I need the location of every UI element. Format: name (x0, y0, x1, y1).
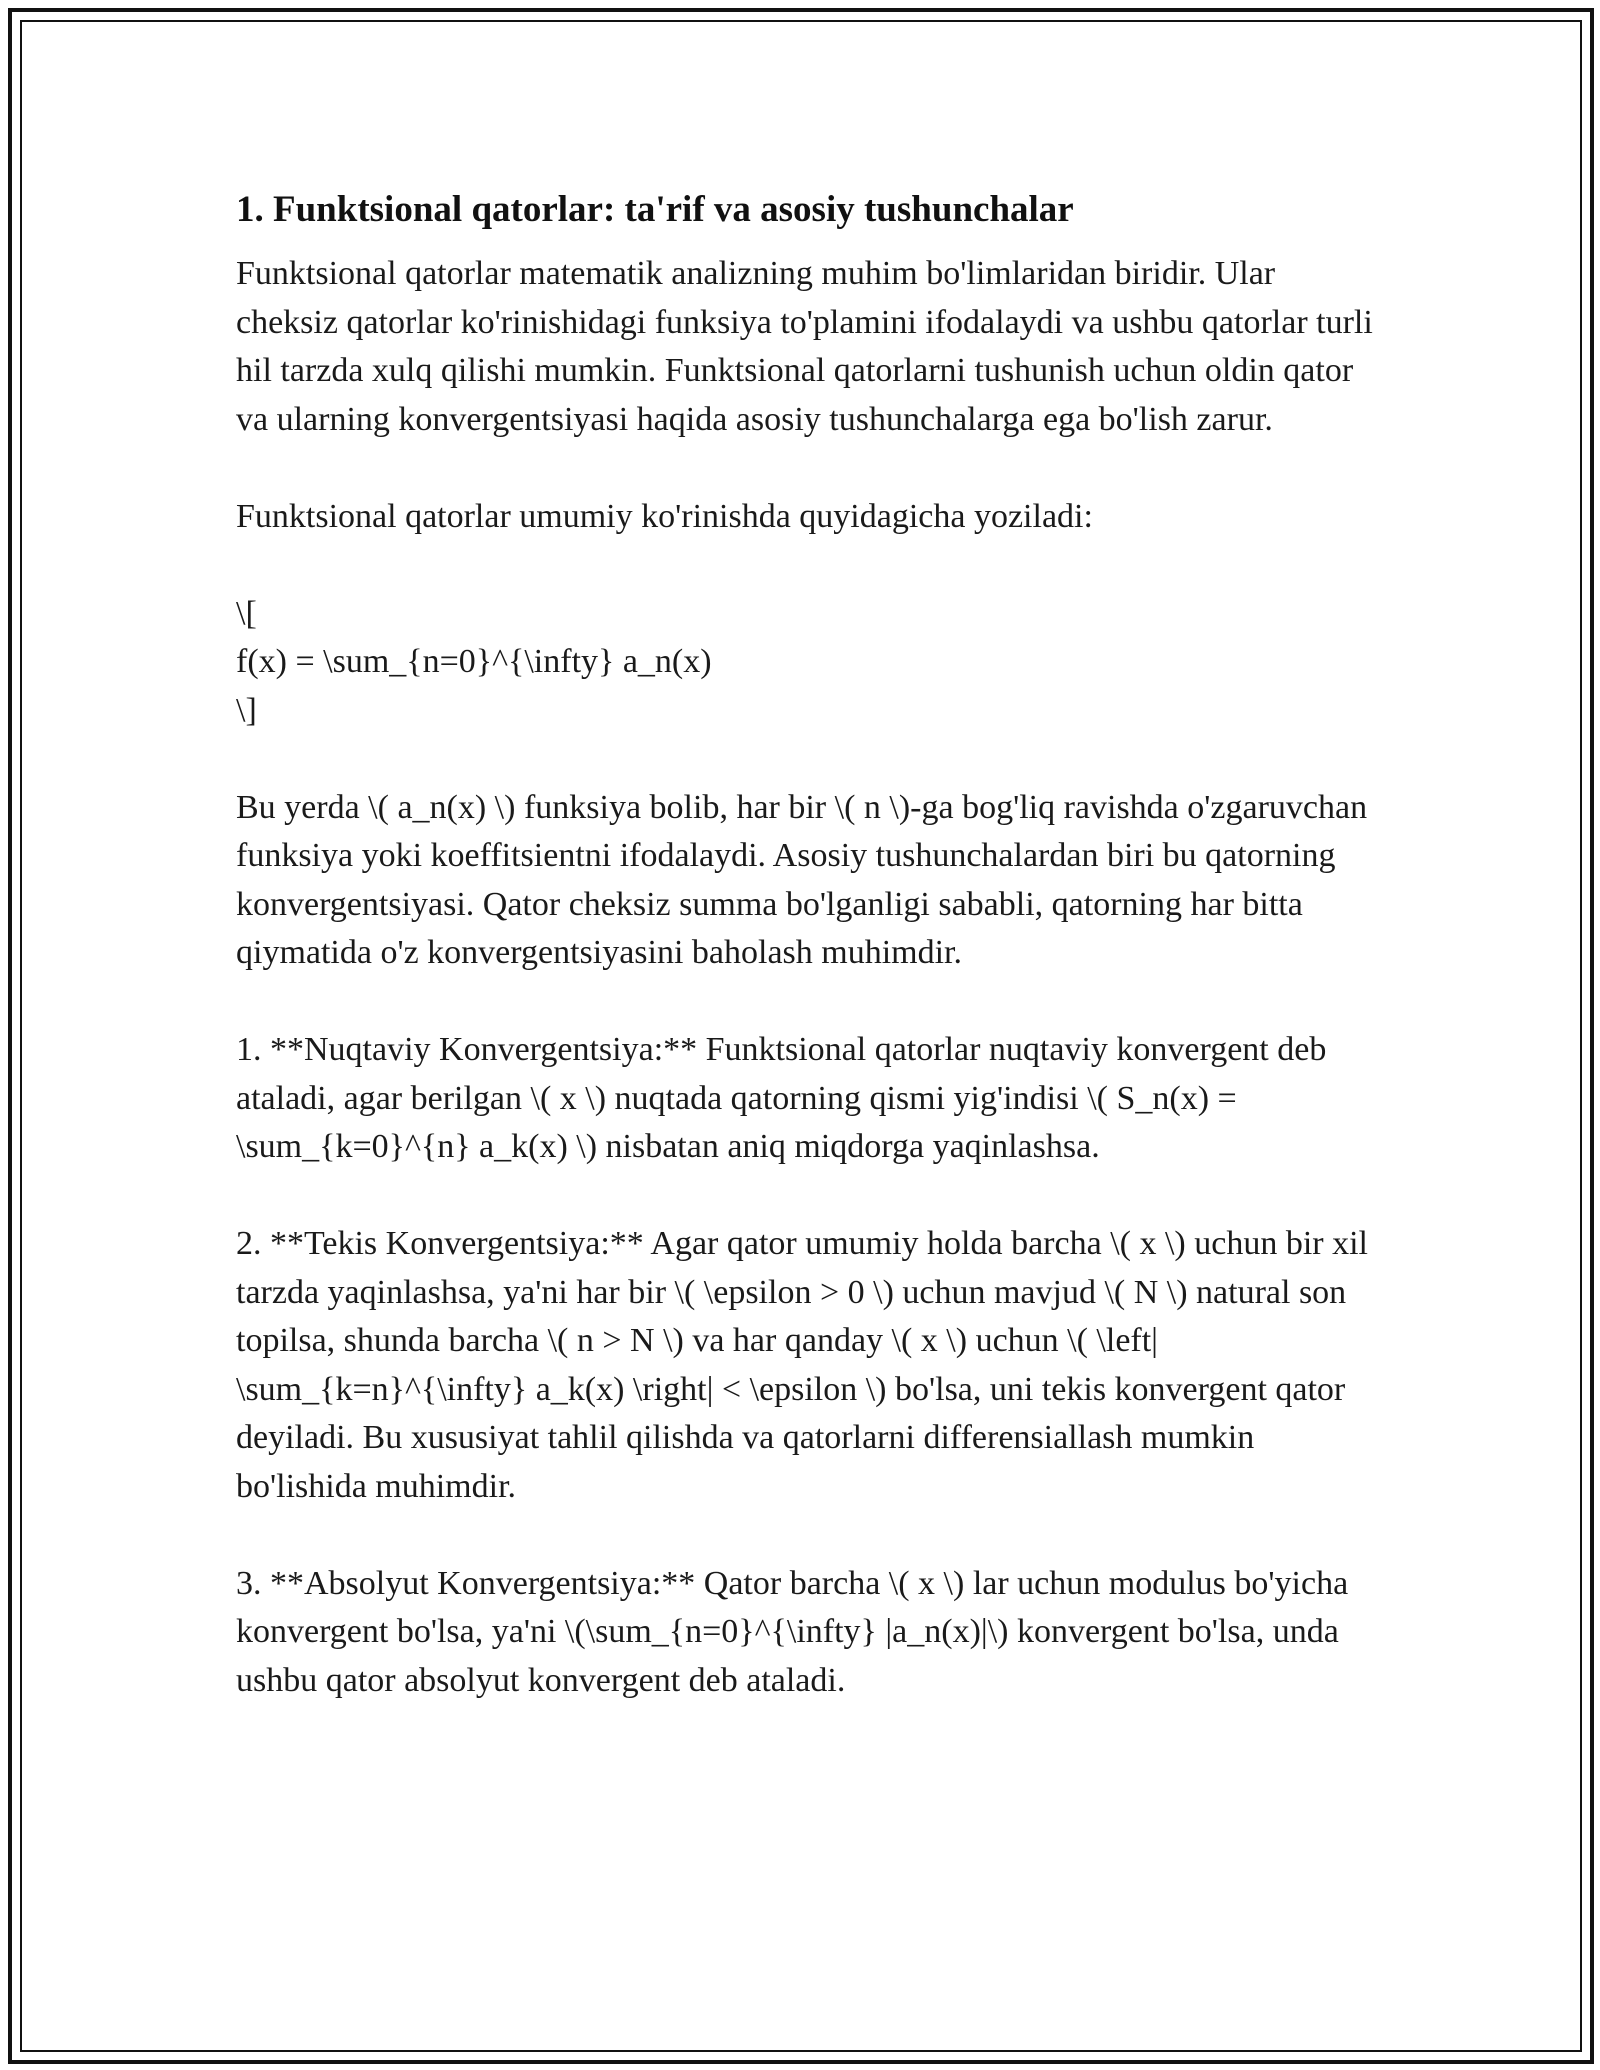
section-heading: 1. Funktsional qatorlar: ta'rif va asosiy tushunchalar (236, 189, 1074, 230)
general-form-paragraph: Funktsional qatorlar umumiy ko'rinishda quyidagicha yoziladi: (236, 497, 1093, 535)
document-body (236, 186, 1376, 1754)
list-item-pointwise: 1. **Nuqtaviy Konvergentsiya:** Funktsional qatorlar nuqtaviy konvergent deb ataladi, agar berilgan \( x \) nuqtada qatorning qismi yig'indisi \( S_n(x) = \sum_{k=0}^{n} a_k(x) \) nisbatan aniq miqdorga yaqinlashsa. (236, 1031, 1327, 1165)
formula-open-delimiter: \[ (236, 594, 257, 632)
intro-paragraph: Funktsional qatorlar matematik analizning muhim bo'limlaridan biridir. Ular cheksiz qatorlar ko'rinishidagi funksiya to'plamini ifodalaydi va ushbu qatorlar turli hil tarzda xulq qilishi mumkin. Funktsional qatorlarni tushunish uchun oldin qator va ularning konvergentsiyasi haqida asosiy tushunchalarga ega bo'lish zarur. (236, 255, 1373, 438)
explanation-paragraph: Bu yerda \( a_n(x) \) funksiya bolib, har bir \( n \)-ga bog'liq ravishda o'zgaruvchan funksiya yoki koeffitsientni ifodalaydi. Asosiy tushunchalardan biri bu qatorning konvergentsiyasi. Qator cheksiz summa bo'lganligi sababli, qatorning har bitta qiymatida o'z konvergentsiyasini baholash muhimdir. (236, 788, 1368, 971)
display-formula (236, 590, 1376, 736)
list-item-uniform: 2. **Tekis Konvergentsiya:** Agar qator umumiy holda barcha \( x \) uchun bir xil tarzda yaqinlashsa, ya'ni har bir \( \epsilon > 0 \) uchun mavjud \( N \) natural son topilsa, shunda barcha \( n > N \) va har qanday \( x \) uchun \( \left| \sum_{k=n}^{\infty} a_k(x) \right| < \epsilon \) bo'lsa, uni tekis konvergent qator deyiladi. Bu xususiyat tahlil qilishda va qatorlarni differensiallash mumkin bo'lishida muhimdir. (236, 1225, 1368, 1505)
formula-body: f(x) = \sum_{n=0}^{\infty} a_n(x) (236, 643, 712, 680)
list-item-absolute: 3. **Absolyut Konvergentsiya:** Qator barcha \( x \) lar uchun modulus bo'yicha konvergent bo'lsa, ya'ni \(\sum_{n=0}^{\infty} |a_n(x)|\) konvergent bo'lsa, unda ushbu qator absolyut konvergent deb ataladi. (236, 1564, 1349, 1699)
formula-close-delimiter: \] (236, 691, 257, 729)
